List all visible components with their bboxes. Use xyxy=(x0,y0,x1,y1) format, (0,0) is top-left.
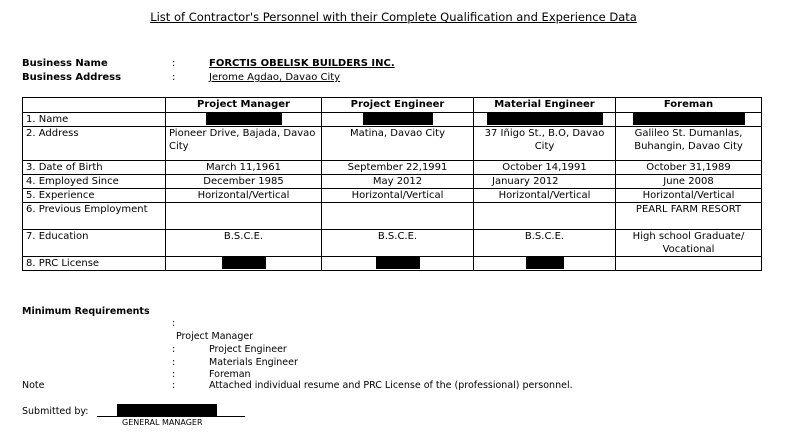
redacted-license-cell xyxy=(474,257,616,271)
table-cell: Horizontal/Vertical xyxy=(322,189,474,203)
submitted-by-label: Submitted by: xyxy=(22,406,89,417)
table-cell: May 2012 xyxy=(322,175,474,189)
requirement-item: Foreman xyxy=(209,369,251,380)
requirement-item: Project Manager xyxy=(176,331,254,342)
redaction-block xyxy=(206,113,282,125)
row-label: 4. Employed Since xyxy=(23,175,166,189)
redacted-license-cell xyxy=(322,257,474,271)
table-cell: 37 Iñigo St., B.O, Davao City xyxy=(474,127,616,161)
table-cell: October 31,1989 xyxy=(616,161,762,175)
requirements-colon: : xyxy=(172,357,176,368)
requirements-colon: : xyxy=(172,344,176,355)
signature-line xyxy=(97,416,245,417)
header-project-manager: Project Manager xyxy=(166,98,322,113)
table-cell: High school Graduate/ Vocational xyxy=(616,230,762,257)
table-cell: January 2012 xyxy=(474,175,616,189)
redaction-block xyxy=(633,113,745,125)
table-row-previous-employment xyxy=(23,203,762,230)
business-name-label: Business Name xyxy=(22,58,108,69)
table-cell: Pioneer Drive, Bajada, Davao City xyxy=(166,127,322,161)
business-address-label: Business Address xyxy=(22,72,122,83)
table-cell: B.S.C.E. xyxy=(166,230,322,257)
header-blank xyxy=(23,98,166,113)
table-cell: October 14,1991 xyxy=(474,161,616,175)
redaction-block xyxy=(222,257,266,269)
table-row-prc-license xyxy=(23,257,762,271)
row-label: 1. Name xyxy=(23,113,166,127)
redacted-name-cell xyxy=(166,113,322,127)
row-label: 6. Previous Employment xyxy=(23,203,166,230)
table-cell: Horizontal/Vertical xyxy=(166,189,322,203)
redacted-name-cell xyxy=(322,113,474,127)
redaction-block xyxy=(376,257,420,269)
table-cell: B.S.C.E. xyxy=(322,230,474,257)
minimum-requirements-title: Minimum Requirements xyxy=(22,306,150,317)
note-text: Attached individual resume and PRC License of the (professional) personnel. xyxy=(209,380,573,391)
redacted-license-cell xyxy=(166,257,322,271)
business-name-colon: : xyxy=(172,58,176,69)
redacted-signature xyxy=(117,404,217,416)
table-cell: Horizontal/Vertical xyxy=(474,189,616,203)
signatory-role: GENERAL MANAGER xyxy=(122,418,203,427)
business-address-value: Jerome Agdao, Davao City xyxy=(209,72,341,83)
table-cell: September 22,1991 xyxy=(322,161,474,175)
table-cell: March 11,1961 xyxy=(166,161,322,175)
table-row-name xyxy=(23,113,762,127)
row-label: 2. Address xyxy=(23,127,166,161)
redaction-block xyxy=(526,257,564,269)
header-material-engineer: Material Engineer xyxy=(474,98,616,113)
row-label: 5. Experience xyxy=(23,189,166,203)
table-cell: Horizontal/Vertical xyxy=(616,189,762,203)
table-cell: PEARL FARM RESORT xyxy=(616,203,762,230)
redacted-name-cell xyxy=(474,113,616,127)
row-label: 3. Date of Birth xyxy=(23,161,166,175)
table-row-experience xyxy=(23,189,762,203)
table-cell: June 2008 xyxy=(616,175,762,189)
note-label: Note xyxy=(22,380,45,391)
table-row-education xyxy=(23,230,762,257)
header-foreman: Foreman xyxy=(616,98,762,113)
table-cell xyxy=(322,203,474,230)
business-address-colon: : xyxy=(172,72,176,83)
table-cell: B.S.C.E. xyxy=(474,230,616,257)
row-label: 8. PRC License xyxy=(23,257,166,271)
requirement-item: Materials Engineer xyxy=(209,357,298,368)
table-cell xyxy=(616,257,762,271)
personnel-table xyxy=(22,97,762,271)
row-label: 7. Education xyxy=(23,230,166,257)
table-cell xyxy=(166,203,322,230)
table-row-birth xyxy=(23,161,762,175)
table-row-address xyxy=(23,127,762,161)
note-colon: : xyxy=(172,380,176,391)
table-cell: December 1985 xyxy=(166,175,322,189)
table-cell xyxy=(474,203,616,230)
table-row-employed xyxy=(23,175,762,189)
header-project-engineer: Project Engineer xyxy=(322,98,474,113)
table-cell: Galileo St. Dumanlas, Buhangin, Davao City xyxy=(616,127,762,161)
requirements-colon: : xyxy=(172,318,176,329)
redacted-name-cell xyxy=(616,113,762,127)
business-name-value: FORCTIS OBELISK BUILDERS INC. xyxy=(209,58,395,69)
requirement-item: Project Engineer xyxy=(209,344,287,355)
requirements-colon: : xyxy=(172,369,176,380)
document-title: List of Contractor's Personnel with their Complete Qualification and Experience Data xyxy=(150,10,637,24)
table-cell: Matina, Davao City xyxy=(322,127,474,161)
table-header-row xyxy=(23,98,762,113)
redaction-block xyxy=(487,113,603,125)
redaction-block xyxy=(363,113,433,125)
